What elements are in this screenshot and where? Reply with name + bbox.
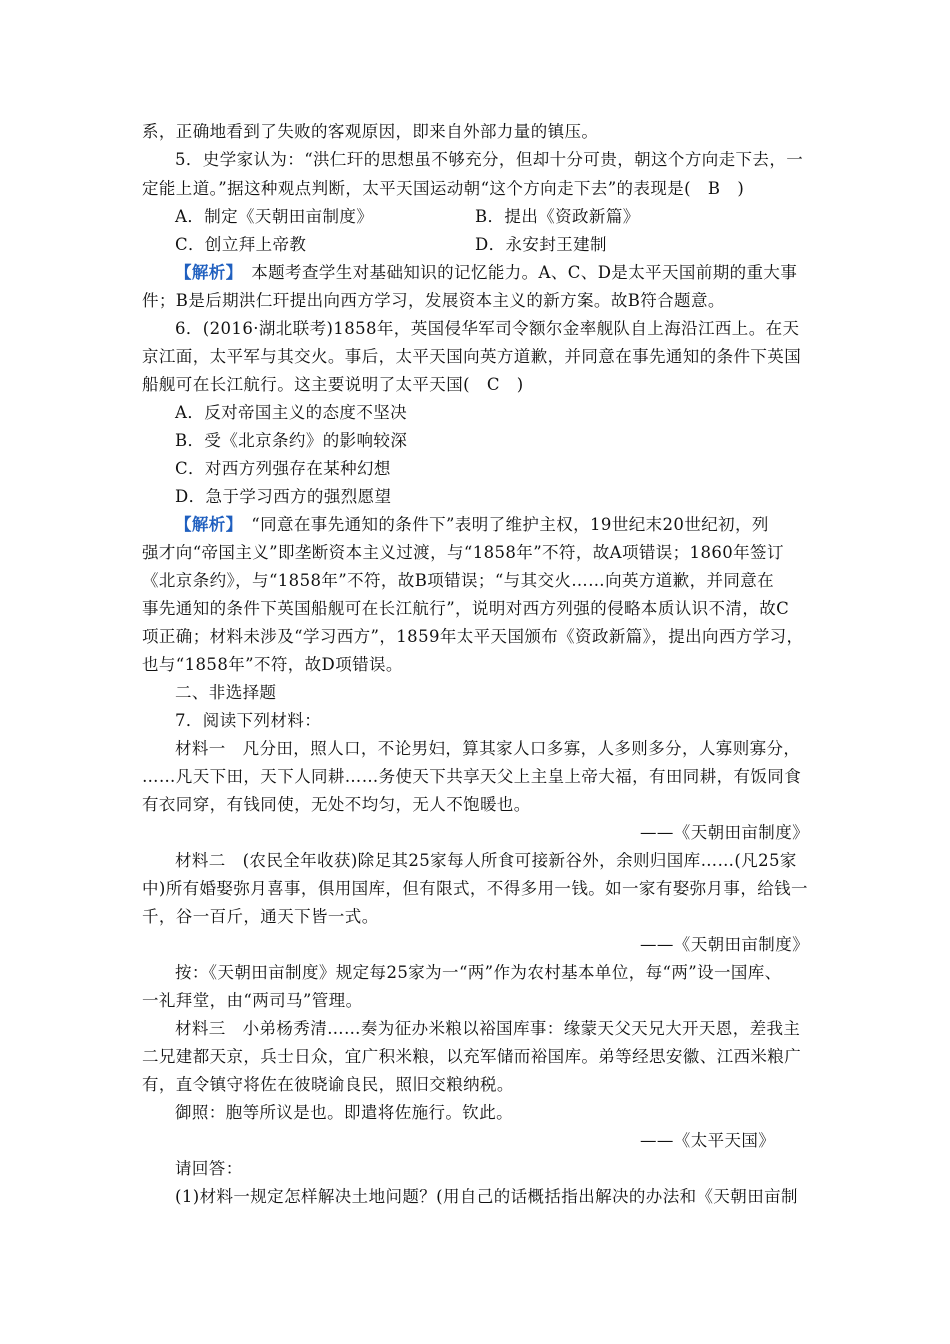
material-2-cont: 千，谷一百斤，通天下皆一式。 [142, 907, 379, 926]
material-2-cont: 中)所有婚娶弥月喜事，俱用国库，但有限式，不得多用一钱。如一家有娶弥月事，给钱一 [142, 879, 808, 898]
analysis-text: “同意在事先通知的条件下”表明了维护主权，19世纪末20世纪初，列 [234, 515, 769, 534]
option-c: C．创立拜上帝教 [175, 235, 307, 254]
material-2-note: 按：《天朝田亩制度》规定每25家为一“两”作为农村基本单位，每“两”设一国库、 [175, 963, 782, 982]
material-3: 材料三 小弟杨秀清……奏为征办米粮以裕国库事：缘蒙天父天兄大开天恩，差我主 [175, 1019, 801, 1038]
prompt-label: 请回答： [175, 1159, 243, 1178]
analysis-tag: 【解析】 [175, 515, 235, 534]
question-6-stem: 6．(2016·湖北联考)1858年，英国侵华军司令额尔金率舰队自上海沿江西上。在天 [175, 319, 800, 338]
material-3-cont: 二兄建都天京，兵士日众，宜广积米粮，以充军储而裕国库。弟等经思安徽、江西米粮广 [142, 1047, 802, 1066]
analysis-text-cont: 强才向“帝国主义”即垄断资本主义过渡，与“1858年”不符，故A项错误；1860年签订 [142, 543, 784, 562]
material-3-cont: 有，直令镇守将佐在彼晓谕良民，照旧交粮纳税。 [142, 1075, 514, 1094]
analysis-text-cont: 项正确；材料未涉及“学习西方”，1859年太平天国颁布《资政新篇》，提出向西方学习， [142, 627, 804, 646]
option-d: D．永安封王建制 [475, 235, 607, 254]
option-b: B．受《北京条约》的影响较深 [175, 431, 408, 450]
analysis-tag: 【解析】 [175, 263, 235, 282]
material-3-reply: 御照：胞等所议是也。即遣将佐施行。钦此。 [175, 1103, 513, 1122]
material-source: ——《太平天国》 [640, 1131, 776, 1150]
question-7-stem: 7．阅读下列材料： [175, 711, 322, 730]
question-5-stem: 5．史学家认为：“洪仁玕的思想虽不够充分，但却十分可贵，朝这个方向走下去，一 [175, 150, 804, 169]
text-line: 系，正确地看到了失败的客观原因，即来自外部力量的镇压。 [142, 122, 599, 141]
material-source: ——《天朝田亩制度》 [640, 823, 809, 842]
analysis-text: 本题考查学生对基础知识的记忆能力。A、C、D是太平天国前期的重大事 [234, 263, 798, 282]
option-b: B．提出《资政新篇》 [475, 207, 640, 226]
option-c: C．对西方列强存在某种幻想 [175, 459, 391, 478]
analysis-text-cont: 事先通知的条件下英国船舰可在长江航行”，说明对西方列强的侵略本质认识不清，故C [142, 599, 790, 618]
section-heading: 二、非选择题 [175, 683, 277, 702]
analysis-line [175, 514, 769, 536]
question-6-stem-cont: 京江面，太平军与其交火。事后，太平天国向英方道歉，并同意在事先通知的条件下英国 [142, 347, 802, 366]
material-2: 材料二 (农民全年收获)除足其25家每人所食可接新谷外，余则归国库……(凡25家 [175, 851, 797, 870]
sub-question-1: (1)材料一规定怎样解决土地问题？(用自己的话概括指出解决的办法和《天朝田亩制 [175, 1187, 798, 1206]
material-1: 材料一 凡分田，照人口，不论男妇，算其家人口多寡，人多则多分，人寡则寡分， [175, 739, 801, 758]
option-a: A．反对帝国主义的态度不坚决 [175, 403, 408, 422]
analysis-text-cont: 《北京条约》，与“1858年”不符，故B项错误；“与其交火……向英方道歉，并同意在 [142, 571, 775, 590]
material-1-cont: ……凡天下田，天下人同耕……务使天下共享天父上主皇上帝大福，有田同耕，有饭同食 [142, 767, 802, 786]
material-2-note-cont: 一礼拜堂，由“两司马”管理。 [142, 991, 363, 1010]
analysis-text-cont: 也与“1858年”不符，故D项错误。 [142, 655, 403, 674]
question-5-stem-cont: 定能上道。”据这种观点判断，太平天国运动朝“这个方向走下去”的表现是( B ) [142, 179, 745, 198]
material-1-cont: 有衣同穿，有钱同使，无处不均匀，无人不饱暖也。 [142, 795, 531, 814]
analysis-text-cont: 件；B是后期洪仁玕提出向西方学习，发展资本主义的新方案。故B符合题意。 [142, 291, 725, 310]
material-source: ——《天朝田亩制度》 [640, 935, 809, 954]
option-a: A．制定《天朝田亩制度》 [175, 207, 374, 226]
analysis-line [175, 262, 797, 284]
question-6-stem-cont: 船舰可在长江航行。这主要说明了太平天国( C ) [142, 375, 524, 394]
option-d: D．急于学习西方的强烈愿望 [175, 487, 392, 506]
